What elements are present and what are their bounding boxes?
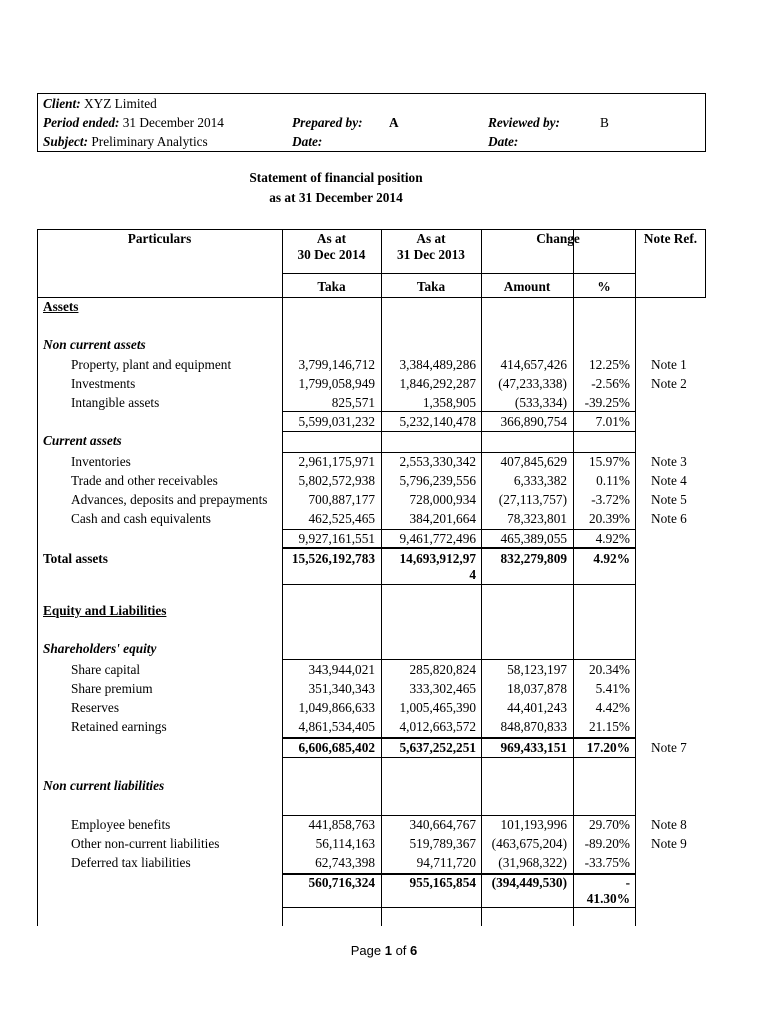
cell-ca-3-label: Cash and cash equivalents	[71, 511, 211, 526]
cell-footer-page-word: Page	[350, 943, 382, 958]
cell-ca-total-v2013: 9,461,772,496	[399, 531, 476, 546]
cell-nca-0-pct: 12.25%	[589, 357, 630, 372]
col-asat2-l1: As at	[416, 231, 446, 246]
cell-eq-2-v2013: 1,005,465,390	[399, 700, 476, 715]
cell-eq-total-note: Note 7	[651, 740, 687, 755]
cell-ncl-1-v2014: 56,114,163	[315, 836, 375, 851]
cell-ca-1-v2013: 5,796,239,556	[399, 473, 476, 488]
col-asat1-l2: 30 Dec 2014	[297, 247, 366, 262]
cell-ncl-total-v2014: 560,716,324	[308, 875, 375, 890]
col-particulars: Particulars	[127, 231, 192, 246]
col-note-ref: Note Ref.	[643, 231, 698, 246]
header-box	[37, 93, 706, 152]
statement-subtitle: as at 31 December 2014	[269, 190, 403, 205]
cell-ncl-2-pct: -33.75%	[584, 855, 630, 870]
cell-eq-total-amt: 969,433,151	[500, 740, 567, 755]
cell-eq-0-v2014: 343,944,021	[308, 662, 375, 677]
cell-ca-3-v2014: 462,525,465	[308, 511, 375, 526]
cell-nca-2-amt: (533,334)	[514, 395, 567, 410]
cell-nca-2-v2014: 825,571	[331, 395, 375, 410]
cell-eq-0-label: Share capital	[71, 662, 141, 677]
cell-ncl-0-amt: 101,193,996	[500, 817, 567, 832]
cell-ncl-0-v2013: 340,664,767	[409, 817, 476, 832]
cell-ncl-1-pct: -89.20%	[584, 836, 630, 851]
cell-ca-2-v2013: 728,000,934	[409, 492, 476, 507]
section-non-current-assets: Non current assets	[43, 337, 146, 352]
cell-eq-2-amt: 44,401,243	[507, 700, 567, 715]
cell-nca-total-pct: 7.01%	[595, 414, 630, 429]
section-equity-liabilities: Equity and Liabilities	[43, 603, 167, 618]
section-non-current-liabilities: Non current liabilities	[43, 778, 165, 793]
reviewed-label: Reviewed by:	[488, 115, 560, 130]
cell-eq-3-v2014: 4,861,534,405	[298, 719, 375, 734]
cell-nca-0-amt: 414,657,426	[500, 357, 567, 372]
cell-total-assets-amt: 832,279,809	[500, 551, 567, 566]
section-total-assets: Total assets	[43, 551, 108, 566]
cell-total-assets-v2013-b: 4	[469, 567, 476, 582]
cell-ca-1-v2014: 5,802,572,938	[298, 473, 375, 488]
cell-eq-2-pct: 4.42%	[595, 700, 630, 715]
cell-ncl-1-v2013: 519,789,367	[409, 836, 476, 851]
cell-eq-1-v2014: 351,340,343	[308, 681, 375, 696]
col-taka2: Taka	[416, 279, 446, 294]
subject-line	[43, 132, 208, 151]
cell-ncl-total-amt: (394,449,530)	[491, 875, 567, 890]
cell-eq-1-v2013: 333,302,465	[409, 681, 476, 696]
cell-nca-2-v2013: 1,358,905	[422, 395, 476, 410]
cell-ca-3-note: Note 6	[651, 511, 687, 526]
prepared-value: A	[389, 115, 399, 130]
cell-eq-3-v2013: 4,012,663,572	[399, 719, 476, 734]
cell-nca-total-v2013: 5,232,140,478	[399, 414, 476, 429]
cell-header-period-label: Period ended:	[43, 115, 120, 130]
page-footer	[0, 943, 768, 958]
cell-eq-3-amt: 848,870,833	[500, 719, 567, 734]
cell-ca-2-v2014: 700,887,177	[308, 492, 375, 507]
cell-ncl-2-v2014: 62,743,398	[315, 855, 375, 870]
cell-ca-total-amt: 465,389,055	[500, 531, 567, 546]
cell-nca-total-amt: 366,890,754	[500, 414, 567, 429]
cell-total-assets-v2013-a: 14,693,912,97	[399, 551, 476, 566]
date2-label: Date:	[488, 134, 519, 149]
cell-ncl-1-label: Other non-current liabilities	[71, 836, 220, 851]
reviewed-value: B	[600, 115, 609, 130]
cell-ncl-0-note: Note 8	[651, 817, 687, 832]
statement-title: Statement of financial position	[249, 170, 423, 185]
cell-nca-0-note: Note 1	[651, 357, 687, 372]
cell-ca-total-v2014: 9,927,161,551	[298, 531, 375, 546]
cell-ca-0-pct: 15.97%	[589, 454, 630, 469]
col-asat2-l2: 31 Dec 2013	[397, 247, 465, 262]
prepared-label: Prepared by:	[292, 115, 363, 130]
cell-ca-0-note: Note 3	[651, 454, 687, 469]
cell-eq-3-pct: 21.15%	[589, 719, 630, 734]
cell-eq-total-v2014: 6,606,685,402	[298, 740, 375, 755]
cell-nca-0-v2014: 3,799,146,712	[298, 357, 375, 372]
cell-header-period-value: 31 December 2014	[122, 115, 224, 130]
cell-ca-3-pct: 20.39%	[589, 511, 630, 526]
cell-ca-1-amt: 6,333,382	[513, 473, 567, 488]
cell-ca-2-note: Note 5	[651, 492, 687, 507]
cell-ca-total-pct: 4.92%	[595, 531, 630, 546]
cell-header-subject-value: Preliminary Analytics	[91, 134, 208, 149]
cell-nca-1-label: Investments	[71, 376, 136, 391]
cell-ca-2-amt: (27,113,757)	[498, 492, 567, 507]
cell-ncl-total-v2013: 955,165,854	[409, 875, 476, 890]
cell-ca-2-pct: -3.72%	[591, 492, 630, 507]
cell-nca-1-amt: (47,233,338)	[498, 376, 567, 391]
cell-ncl-2-v2013: 94,711,720	[416, 855, 476, 870]
cell-eq-total-pct: 17.20%	[586, 740, 630, 755]
cell-ca-3-amt: 78,323,801	[507, 511, 567, 526]
section-assets: Assets	[43, 299, 79, 314]
cell-nca-total-v2014: 5,599,031,232	[298, 414, 375, 429]
cell-ncl-1-amt: (463,675,204)	[491, 836, 567, 851]
cell-nca-0-v2013: 3,384,489,286	[399, 357, 476, 372]
cell-footer-of-word: of	[395, 943, 407, 958]
client-line	[43, 94, 157, 113]
cell-footer-page-total: 6	[410, 943, 418, 958]
cell-ncl-0-label: Employee benefits	[71, 817, 171, 832]
cell-eq-0-v2013: 285,820,824	[409, 662, 476, 677]
cell-ca-0-label: Inventories	[71, 454, 131, 469]
cell-ca-2-label: Advances, deposits and prepayments	[71, 492, 268, 507]
cell-ncl-2-label: Deferred tax liabilities	[71, 855, 191, 870]
date1-label: Date:	[292, 134, 323, 149]
col-pct: %	[597, 279, 611, 294]
cell-header-client-value: XYZ Limited	[84, 96, 157, 111]
cell-header-client-label: Client:	[43, 96, 81, 111]
cell-eq-1-pct: 5.41%	[595, 681, 630, 696]
cell-ncl-1-note: Note 9	[651, 836, 687, 851]
cell-eq-1-amt: 18,037,878	[507, 681, 567, 696]
section-shareholders-equity: Shareholders' equity	[43, 641, 157, 656]
cell-ca-1-label: Trade and other receivables	[71, 473, 218, 488]
cell-ncl-total-pct-b: 41.30%	[586, 891, 630, 906]
cell-header-subject-label: Subject:	[43, 134, 89, 149]
cell-eq-0-amt: 58,123,197	[507, 662, 567, 677]
col-asat1-l1: As at	[316, 231, 347, 246]
cell-eq-2-label: Reserves	[71, 700, 119, 715]
cell-ncl-0-v2014: 441,858,763	[308, 817, 375, 832]
cell-total-assets-pct: 4.92%	[593, 551, 630, 566]
cell-nca-1-pct: -2.56%	[591, 376, 630, 391]
cell-ca-0-amt: 407,845,629	[500, 454, 567, 469]
cell-nca-0-label: Property, plant and equipment	[71, 357, 232, 372]
cell-footer-page-num: 1	[384, 943, 392, 958]
cell-ca-1-pct: 0.11%	[596, 473, 630, 488]
col-amount: Amount	[503, 279, 551, 294]
cell-eq-2-v2014: 1,049,866,633	[298, 700, 375, 715]
cell-ca-0-v2013: 2,553,330,342	[399, 454, 476, 469]
cell-ncl-2-amt: (31,968,322)	[498, 855, 567, 870]
cell-ncl-0-pct: 29.70%	[589, 817, 630, 832]
section-current-assets: Current assets	[43, 433, 122, 448]
col-taka1: Taka	[317, 279, 346, 294]
cell-eq-3-label: Retained earnings	[71, 719, 167, 734]
cell-nca-1-v2014: 1,799,058,949	[298, 376, 375, 391]
cell-nca-2-pct: -39.25%	[584, 395, 630, 410]
cell-total-assets-v2014: 15,526,192,783	[291, 551, 375, 566]
cell-ca-1-note: Note 4	[651, 473, 687, 488]
cell-eq-0-pct: 20.34%	[589, 662, 630, 677]
cell-nca-1-v2013: 1,846,292,287	[399, 376, 476, 391]
cell-ncl-total-pct-a: -	[625, 875, 630, 890]
cell-ca-0-v2014: 2,961,175,971	[298, 454, 375, 469]
col-change: Change	[536, 231, 580, 246]
cell-nca-2-label: Intangible assets	[71, 395, 160, 410]
cell-eq-1-label: Share premium	[71, 681, 153, 696]
cell-nca-1-note: Note 2	[651, 376, 687, 391]
period-line	[43, 113, 224, 132]
cell-eq-total-v2013: 5,637,252,251	[399, 740, 476, 755]
cell-ca-3-v2013: 384,201,664	[409, 511, 476, 526]
